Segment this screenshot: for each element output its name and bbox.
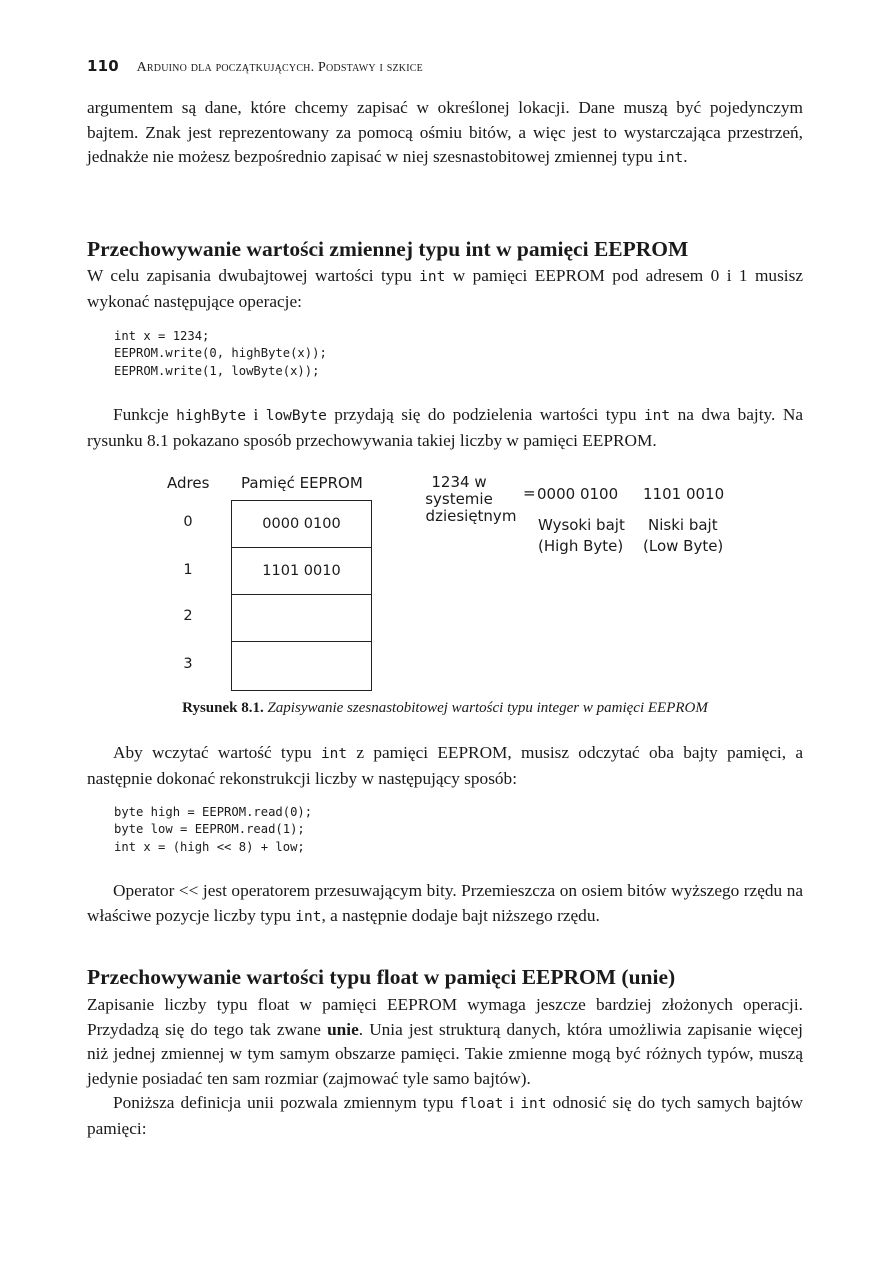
address-label: 3 bbox=[183, 656, 193, 672]
code-line: EEPROM.write(1, lowByte(x)); bbox=[114, 363, 320, 378]
high-byte-label: Wysoki bajt (High Byte) bbox=[538, 516, 625, 555]
code-block-write bbox=[87, 328, 803, 380]
decimal-label: 1234 w systemie dziesiętnym bbox=[425, 473, 517, 525]
section-heading-int: Przechowywanie wartości zmiennej typu int w pamięci EEPROM bbox=[87, 237, 689, 261]
paragraph-int-intro: W celu zapisania dwubajtowej wartości typu int w pamięci EEPROM pod adresem 0 i 1 musisz wykonać następujące operacje: bbox=[87, 266, 803, 311]
code-line: int x = 1234; bbox=[114, 329, 210, 343]
running-title: Arduino dla początkujących. Podstawy i szkice bbox=[136, 60, 423, 75]
low-byte-label: Niski bajt (Low Byte) bbox=[643, 516, 724, 555]
paragraph-unions: Zapisanie liczby typu float w pamięci EEPROM wymaga jeszcze bardziej złożonych operacji. Przydadzą się do tego tak zwane unie. Unia jest strukturą danych, która umożliwia zapisanie więcej niż jednej zmiennej w tym samym obszarze pamięci. Takie zmienne mogą być różnych typów, muszą jedynie posiadać ten sam rozmiar (zajmować tyle samo bajtów). bbox=[87, 995, 803, 1088]
memory-cell: 0000 0100 bbox=[231, 500, 372, 548]
address-label: 1 bbox=[183, 562, 193, 578]
section-heading-float: Przechowywanie wartości typu float w pamięci EEPROM (unie) bbox=[87, 965, 676, 989]
inline-code: int bbox=[657, 150, 684, 166]
memory-cell: 1101 0010 bbox=[231, 547, 372, 595]
code-line: int x = (high << 8) + low; bbox=[114, 839, 305, 854]
memory-column-header: Pamięć EEPROM bbox=[241, 474, 363, 492]
paragraph-intro: argumentem są dane, które chcemy zapisać w określonej lokacji. Dane muszą być pojedynczym bajtem. Znak jest reprezentowany za pomocą ośmiu bitów, a więc jest to wystarczająca przestrzeń, jednakże nie możesz bezpośrednio zapisać w niej szesnastobitowej zmiennej typu int. bbox=[87, 98, 803, 166]
address-label: 2 bbox=[183, 608, 193, 624]
paragraph-highbyte: Funkcje highByte i lowByte przydają się do podzielenia wartości typu int na dwa bajty. Na rysunku 8.1 pokazano sposób przechowywania takiej liczby w pamięci EEPROM. bbox=[87, 405, 803, 450]
code-block-read bbox=[87, 804, 803, 856]
code-line: byte low = EEPROM.read(1); bbox=[114, 822, 305, 837]
paragraph-read: Aby wczytać wartość typu int z pamięci EEPROM, musisz odczytać oba bajty pamięci, a następnie dokonać rekonstrukcji liczby w następujący sposób: bbox=[87, 743, 803, 788]
address-label: 0 bbox=[183, 514, 193, 530]
code-line: byte high = EEPROM.read(0); bbox=[114, 805, 313, 819]
figure-caption: Rysunek 8.1. Zapisywanie szesnastobitowej wartości typu integer w pamięci EEPROM bbox=[182, 700, 708, 716]
memory-cell bbox=[231, 641, 372, 691]
address-column-header: Adres bbox=[167, 474, 210, 492]
page-number: 110 bbox=[87, 57, 119, 75]
memory-cell bbox=[231, 594, 372, 642]
equals-sign: = bbox=[523, 484, 536, 502]
low-byte-bits: 1101 0010 bbox=[643, 485, 725, 503]
paragraph-union-definition: Poniższa definicja unii pozwala zmiennym typu float i int odnosić się do tych samych bajtów pamięci: bbox=[87, 1093, 803, 1138]
figure-eeprom bbox=[87, 470, 803, 698]
paragraph-shift-operator: Operator << jest operatorem przesuwającym bity. Przemieszcza on osiem bitów wyższego rzędu na właściwe pozycje liczby typu int, a następnie dodaje bajt niższego rzędu. bbox=[87, 881, 803, 925]
code-line: EEPROM.write(0, highByte(x)); bbox=[114, 346, 327, 361]
high-byte-bits: 0000 0100 bbox=[537, 485, 619, 503]
running-header bbox=[87, 57, 423, 76]
